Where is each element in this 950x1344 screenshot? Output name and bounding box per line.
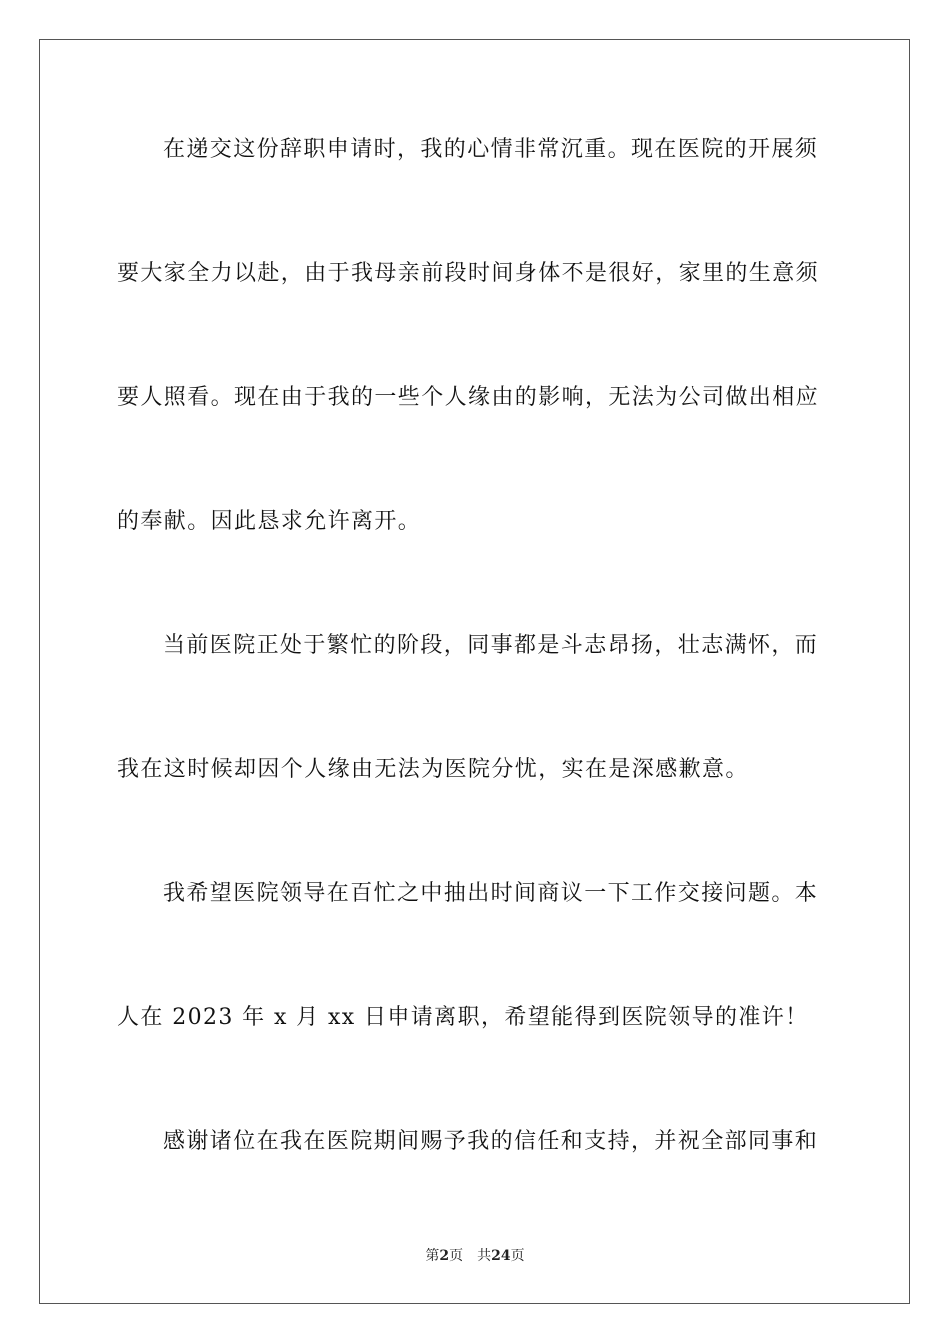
page-prefix: 第: [425, 1248, 440, 1264]
page-number: 2: [439, 1248, 450, 1264]
total-pages: 24: [491, 1248, 511, 1264]
page-suffix: 页: [449, 1248, 464, 1264]
paragraph-1-line-2: 要大家全力以赴，由于我母亲前段时间身体不是很好，家里的生意须: [117, 261, 820, 286]
paragraph-3-line-2: 人在 2023 年 x 月 xx 日申请离职，希望能得到医院领导的准许！: [117, 1005, 809, 1030]
paragraph-2-line-2: 我在这时候却因个人缘由无法为医院分忧，实在是深感歉意。: [117, 757, 749, 782]
page-border: [39, 39, 910, 1304]
paragraph-1-line-4: 的奉献。因此恳求允许离开。: [117, 509, 422, 534]
paragraph-2-line-1: 当前医院正处于繁忙的阶段，同事都是斗志昂扬，壮志满怀，而: [163, 633, 819, 658]
paragraph-4-line-1: 感谢诸位在我在医院期间赐予我的信任和支持，并祝全部同事和: [163, 1129, 819, 1154]
paragraph-1-line-3: 要人照看。现在由于我的一些个人缘由的影响，无法为公司做出相应: [117, 385, 820, 410]
page-footer: [0, 1246, 950, 1266]
paragraph-3-line-1: 我希望医院领导在百忙之中抽出时间商议一下工作交接问题。本: [163, 881, 819, 906]
total-prefix: 共: [477, 1248, 492, 1264]
total-suffix: 页: [510, 1248, 525, 1264]
paragraph-1-line-1: 在递交这份辞职申请时，我的心情非常沉重。现在医院的开展须: [163, 137, 819, 162]
